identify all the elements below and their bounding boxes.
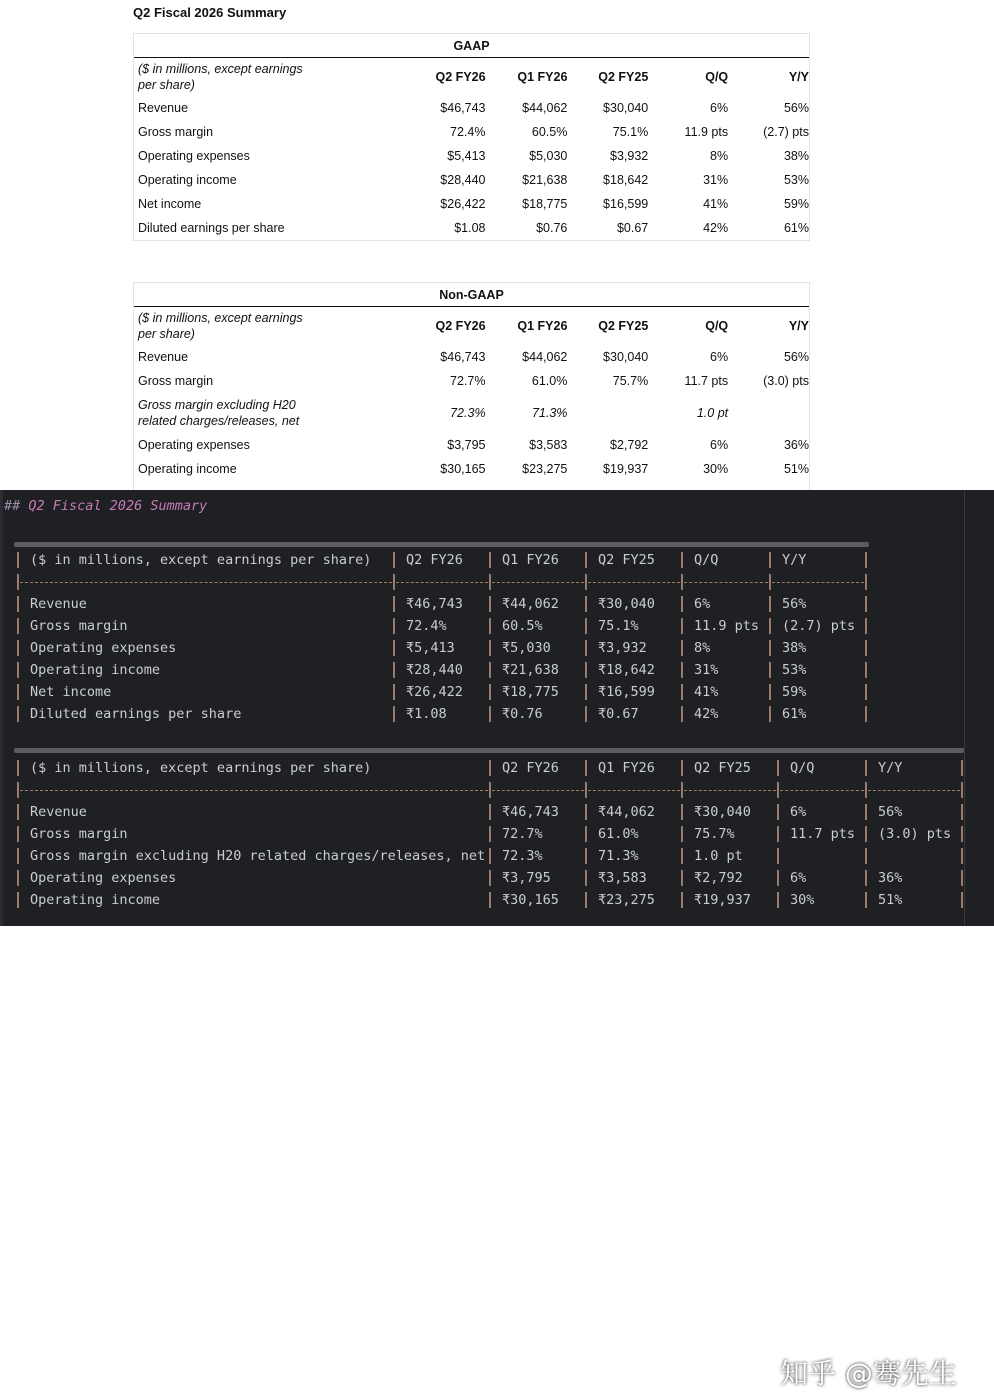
table-pipe [769, 684, 771, 700]
table-cell: $30,040 [603, 101, 649, 115]
markdown-heading: ## Q2 Fiscal 2026 Summary [4, 498, 208, 514]
table-cell: 61.0% [598, 826, 639, 842]
table-pipe [393, 574, 395, 590]
table-cell: ₹5,413 [406, 640, 455, 656]
table-pipe [865, 662, 867, 678]
table-cell: 30% [703, 462, 729, 476]
table-pipe [489, 782, 491, 798]
table-cell: 6% [790, 804, 807, 820]
table-cell: $0.76 [536, 221, 568, 235]
table-pipe [585, 706, 587, 722]
table-pipe [961, 826, 963, 842]
table-cell: $5,413 [447, 149, 486, 163]
table-pipe [865, 804, 867, 820]
table-pipe [865, 870, 867, 886]
table-pipe [489, 552, 491, 568]
table-pipe [393, 618, 395, 634]
table-cell: $18,642 [603, 173, 649, 187]
separator-dashes [492, 582, 584, 583]
table-pipe [17, 848, 19, 864]
table-header-row [134, 307, 809, 345]
separator-dashes [396, 582, 488, 583]
table-pipe [17, 870, 19, 886]
table-cell: ($ in millions, except earnings per share) [30, 552, 372, 568]
table-cell: Q2 FY25 [598, 552, 655, 568]
table-cell: Operating income [138, 173, 237, 187]
table-pipe [17, 596, 19, 612]
table-cell: Net income [138, 197, 202, 211]
table-pipe [17, 782, 19, 798]
table-pipe [865, 706, 867, 722]
table-pipe [865, 848, 867, 864]
table-pipe [393, 662, 395, 678]
table-pipe [489, 870, 491, 886]
table-cell: Q2 FY26 [502, 760, 559, 776]
column-header: Q1 FY26 [517, 319, 568, 333]
table-caption: GAAP [134, 34, 809, 58]
table-pipe [961, 782, 963, 798]
table-cell: $44,062 [522, 101, 568, 115]
table-cell: ₹18,642 [598, 662, 655, 678]
table-cell: ₹16,599 [598, 684, 655, 700]
table-pipe [17, 618, 19, 634]
table-cell: (2.7) pts [763, 125, 809, 139]
table-pipe [865, 640, 867, 656]
table-cell: 75.7% [612, 374, 649, 388]
watermark: 知乎 @骞先生 [780, 1357, 957, 1390]
column-header: Q2 FY25 [598, 70, 649, 84]
table-cell: Q2 FY25 [694, 760, 751, 776]
table-cell: ₹19,937 [694, 892, 751, 908]
table-cell: $19,937 [603, 462, 649, 476]
table-pipe [489, 596, 491, 612]
table-row [134, 393, 809, 433]
table-cell: Operating expenses [30, 870, 177, 886]
table-pipe [585, 574, 587, 590]
table-pipe [681, 760, 683, 776]
table-cell: 8% [694, 640, 711, 656]
column-header: Q2 FY25 [598, 319, 649, 333]
table-pipe [681, 826, 683, 842]
table-cell: ₹46,743 [502, 804, 559, 820]
table-cell: Q2 FY26 [406, 552, 463, 568]
table-cell: Q1 FY26 [502, 552, 559, 568]
table-cell: Gross margin [30, 618, 128, 634]
table-cell: $0.67 [616, 221, 649, 235]
table-pipe [961, 870, 963, 886]
table-pipe [681, 870, 683, 886]
table-cell: 61.0% [531, 374, 568, 388]
table-pipe [17, 552, 19, 568]
table-cell: $21,638 [522, 173, 568, 187]
table-cell: Gross margin [30, 826, 128, 842]
table-pipe [17, 684, 19, 700]
table-cell: Revenue [138, 101, 189, 115]
table-cell: 30% [790, 892, 815, 908]
table-cell: ₹28,440 [406, 662, 463, 678]
table-cell: 51% [878, 892, 903, 908]
table-cell: 75.7% [694, 826, 735, 842]
table-cell: 11.9 pts [694, 618, 760, 634]
table-pipe [17, 706, 19, 722]
table-cell: 11.7 pts [790, 826, 856, 842]
table-cell: $30,165 [440, 462, 486, 476]
separator-dashes [684, 790, 776, 791]
table-cell: 6% [694, 596, 711, 612]
right-margin-guide [964, 490, 965, 926]
table-cell: $3,583 [529, 438, 568, 452]
table-pipe [17, 662, 19, 678]
table-pipe [489, 684, 491, 700]
table-cell: 38% [782, 640, 807, 656]
separator-dashes [20, 790, 488, 791]
table-cell: 56% [783, 350, 809, 364]
table-row [134, 96, 809, 120]
table-pipe [585, 870, 587, 886]
table-cell: $23,275 [522, 462, 568, 476]
table-pipe [393, 640, 395, 656]
table-cell: Y/Y [782, 552, 807, 568]
table-pipe [585, 640, 587, 656]
table-cell: 71.3% [598, 848, 639, 864]
table-cell: 53% [783, 173, 809, 187]
table-pipe [489, 662, 491, 678]
table-pipe [865, 618, 867, 634]
table-cell: 6% [710, 350, 729, 364]
separator-dashes [588, 790, 680, 791]
rendered-preview [0, 0, 994, 490]
markdown-editor[interactable] [0, 490, 994, 1390]
separator-dashes [684, 582, 768, 583]
table-cell: 36% [783, 438, 809, 452]
table-cell: 36% [878, 870, 903, 886]
table-pipe [681, 684, 683, 700]
table-pipe [777, 782, 779, 798]
table-cell: Q1 FY26 [598, 760, 655, 776]
table-scrollbar[interactable] [14, 542, 869, 547]
table-pipe [681, 782, 683, 798]
separator-dashes [492, 790, 584, 791]
table-pipe [489, 574, 491, 590]
table-cell: Gross margin excluding H20 related charges/releases, net [30, 848, 486, 864]
table-pipe [961, 804, 963, 820]
column-header: Q1 FY26 [517, 70, 568, 84]
table-cell: ₹2,792 [694, 870, 743, 886]
table-cell: 1.0 pt [694, 848, 743, 864]
table-pipe [769, 640, 771, 656]
table-cell: 72.4% [406, 618, 447, 634]
table-pipe [585, 760, 587, 776]
table-cell: 72.7% [450, 374, 486, 388]
column-header: Q/Q [705, 70, 729, 84]
table-cell: Diluted earnings per share [30, 706, 242, 722]
table-cell: ₹21,638 [502, 662, 559, 678]
column-header: Q2 FY26 [435, 70, 486, 84]
table-row [134, 168, 809, 192]
table-cell: Gross margin [138, 125, 214, 139]
table-pipe [769, 706, 771, 722]
table-pipe [769, 552, 771, 568]
table-cell: ₹3,795 [502, 870, 551, 886]
table-pipe [17, 760, 19, 776]
table-pipe [961, 848, 963, 864]
table-caption: Non-GAAP [134, 283, 809, 307]
table-pipe [681, 662, 683, 678]
table-cell: ₹44,062 [502, 596, 559, 612]
table-cell: $3,932 [610, 149, 649, 163]
column-header: Q2 FY26 [435, 319, 486, 333]
table-pipe [489, 760, 491, 776]
table-row [134, 369, 809, 393]
table-cell: 1.0 pt [696, 406, 729, 420]
table-row [134, 120, 809, 144]
table-cell: $46,743 [440, 350, 486, 364]
table-cell: $1.08 [454, 221, 486, 235]
table-cell: 42% [694, 706, 719, 722]
table-pipe [865, 596, 867, 612]
table-pipe [681, 892, 683, 908]
table-pipe [777, 870, 779, 886]
table-cell: ₹0.67 [598, 706, 639, 722]
table-pipe [585, 684, 587, 700]
table-cell: 59% [783, 197, 809, 211]
table-cell: Revenue [30, 804, 87, 820]
table-cell: 53% [782, 662, 807, 678]
table-cell: 6% [790, 870, 807, 886]
table-cell: 59% [782, 684, 807, 700]
table-pipe [769, 662, 771, 678]
table-pipe [393, 684, 395, 700]
table-pipe [681, 618, 683, 634]
table-pipe [17, 804, 19, 820]
table-pipe [17, 574, 19, 590]
table-cell: ₹18,775 [502, 684, 559, 700]
table-cell: Operating income [138, 462, 237, 476]
table-cell: 71.3% [531, 406, 568, 420]
table-cell: Q/Q [790, 760, 815, 776]
table-pipe [489, 892, 491, 908]
table-pipe [393, 596, 395, 612]
table-header-row [134, 58, 809, 96]
table-cell: Operating expenses [138, 149, 250, 163]
table-cell: ₹30,040 [694, 804, 751, 820]
table-cell: 60.5% [502, 618, 543, 634]
table-cell: ₹0.76 [502, 706, 543, 722]
table-pipe [865, 892, 867, 908]
table-cell: Y/Y [878, 760, 903, 776]
table-scrollbar[interactable] [14, 748, 964, 753]
table-pipe [393, 552, 395, 568]
table-pipe [489, 804, 491, 820]
table-pipe [865, 552, 867, 568]
table-cell: 60.5% [531, 125, 568, 139]
table-pipe [777, 804, 779, 820]
table-cell: $46,743 [440, 101, 486, 115]
table-pipe [777, 892, 779, 908]
table-row [134, 433, 809, 457]
table-row [134, 345, 809, 369]
table-cell: 38% [783, 149, 809, 163]
table-cell: Gross margin [138, 374, 214, 388]
table-pipe [585, 826, 587, 842]
non-gaap-table [133, 282, 810, 490]
separator-dashes [780, 790, 864, 791]
table-cell: (3.0) pts [878, 826, 952, 842]
column-header: Y/Y [788, 70, 809, 84]
table-cell: 11.9 pts [684, 125, 729, 139]
table-cell: 56% [878, 804, 903, 820]
table-cell: ₹23,275 [598, 892, 655, 908]
table-cell: 56% [783, 101, 809, 115]
column-header: Y/Y [788, 319, 809, 333]
table-pipe [865, 574, 867, 590]
table-pipe [17, 640, 19, 656]
table-cell: ₹3,932 [598, 640, 647, 656]
table-pipe [777, 848, 779, 864]
table-cell: ($ in millions, except earnings per share) [30, 760, 372, 776]
table-cell: $28,440 [440, 173, 486, 187]
table-pipe [769, 618, 771, 634]
page-title: Q2 Fiscal 2026 Summary [133, 5, 287, 20]
table-cell: Revenue [138, 350, 189, 364]
table-cell: 6% [710, 101, 729, 115]
table-pipe [769, 574, 771, 590]
table-pipe [489, 618, 491, 634]
separator-dashes [20, 582, 392, 583]
table-pipe [585, 892, 587, 908]
table-pipe [681, 640, 683, 656]
table-pipe [585, 804, 587, 820]
table-cell: $3,795 [447, 438, 486, 452]
table-cell: 41% [694, 684, 719, 700]
table-cell: 75.1% [612, 125, 649, 139]
table-cell: ₹30,040 [598, 596, 655, 612]
table-cell: 42% [703, 221, 729, 235]
table-pipe [585, 596, 587, 612]
column-header: ($ in millions, except earnings per share) [138, 311, 303, 341]
table-pipe [681, 804, 683, 820]
table-cell: 72.3% [502, 848, 543, 864]
table-cell: $5,030 [529, 149, 568, 163]
table-cell: Diluted earnings per share [138, 221, 285, 235]
table-cell: 72.4% [450, 125, 486, 139]
table-pipe [585, 662, 587, 678]
table-cell: $26,422 [440, 197, 486, 211]
table-cell: Gross margin excluding H20 related charges/releases, net [138, 398, 300, 428]
table-pipe [585, 782, 587, 798]
table-pipe [489, 848, 491, 864]
table-cell: 41% [703, 197, 729, 211]
table-cell: ₹46,743 [406, 596, 463, 612]
table-cell: $44,062 [522, 350, 568, 364]
table-cell: $2,792 [610, 438, 649, 452]
table-cell: Q/Q [694, 552, 719, 568]
table-pipe [489, 826, 491, 842]
table-cell: 8% [710, 149, 729, 163]
separator-dashes [588, 582, 680, 583]
separator-dashes [868, 790, 960, 791]
table-pipe [489, 640, 491, 656]
table-row [134, 216, 809, 240]
table-row [134, 192, 809, 216]
table-cell: Revenue [30, 596, 87, 612]
table-pipe [865, 684, 867, 700]
column-header: ($ in millions, except earnings per share) [138, 62, 303, 92]
table-pipe [865, 826, 867, 842]
table-cell: Operating income [30, 662, 161, 678]
table-cell: ₹1.08 [406, 706, 447, 722]
table-cell: Operating income [30, 892, 161, 908]
table-pipe [865, 782, 867, 798]
table-cell: (2.7) pts [782, 618, 856, 634]
table-cell: ₹26,422 [406, 684, 463, 700]
table-cell: $30,040 [603, 350, 649, 364]
table-cell: Net income [30, 684, 112, 700]
table-pipe [681, 706, 683, 722]
table-cell: $16,599 [603, 197, 649, 211]
table-pipe [489, 706, 491, 722]
table-cell: ₹3,583 [598, 870, 647, 886]
table-cell: ₹5,030 [502, 640, 551, 656]
table-pipe [17, 826, 19, 842]
table-cell: 31% [694, 662, 719, 678]
table-pipe [681, 552, 683, 568]
table-pipe [961, 760, 963, 776]
table-cell: Operating expenses [30, 640, 177, 656]
table-cell: 6% [710, 438, 729, 452]
table-cell: (3.0) pts [763, 374, 809, 388]
table-pipe [585, 552, 587, 568]
table-row [134, 144, 809, 168]
table-cell: 51% [783, 462, 809, 476]
table-pipe [393, 706, 395, 722]
table-pipe [681, 574, 683, 590]
table-pipe [17, 892, 19, 908]
table-pipe [777, 826, 779, 842]
table-pipe [681, 848, 683, 864]
column-header: Q/Q [705, 319, 729, 333]
separator-dashes [772, 582, 864, 583]
table-cell: ₹30,165 [502, 892, 559, 908]
table-pipe [777, 760, 779, 776]
editor-gutter [0, 490, 3, 926]
table-cell: 56% [782, 596, 807, 612]
table-cell: 72.3% [450, 406, 486, 420]
table-cell: 61% [782, 706, 807, 722]
table-pipe [961, 892, 963, 908]
gaap-table [133, 33, 810, 241]
table-cell: $18,775 [522, 197, 568, 211]
table-row [134, 457, 809, 481]
table-pipe [585, 848, 587, 864]
table-cell: 75.1% [598, 618, 639, 634]
table-pipe [585, 618, 587, 634]
table-cell: 72.7% [502, 826, 543, 842]
table-cell: ₹44,062 [598, 804, 655, 820]
table-pipe [769, 596, 771, 612]
table-cell: 61% [783, 221, 809, 235]
table-pipe [865, 760, 867, 776]
table-cell: Operating expenses [138, 438, 250, 452]
table-pipe [681, 596, 683, 612]
table-cell: 11.7 pts [684, 374, 729, 388]
table-cell: 31% [703, 173, 729, 187]
